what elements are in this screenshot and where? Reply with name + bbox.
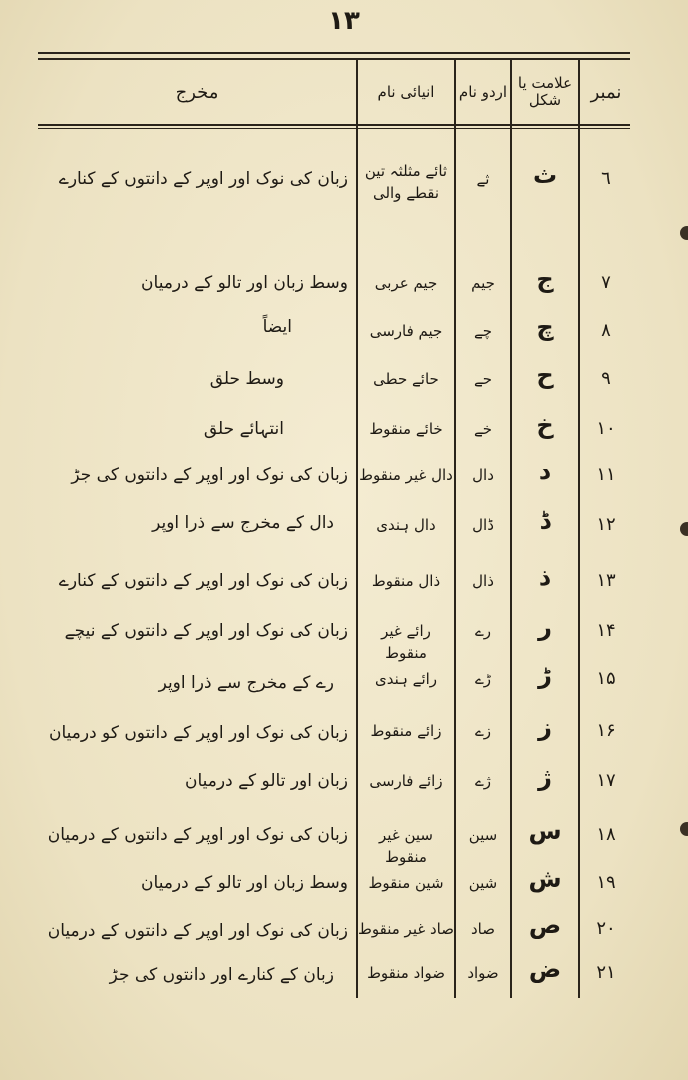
- row-11-urdu: دال: [472, 466, 494, 484]
- row-21-makhraj: زبان کے کنارے اور دانتوں کی جڑ: [109, 965, 334, 985]
- row-15-arabic: رائے ہندی: [374, 670, 438, 688]
- row-20-shape: ص: [528, 911, 562, 939]
- header-rule-2: [38, 128, 630, 129]
- row-20-urdu: صاد: [471, 920, 495, 938]
- row-11-number: ۱۱: [596, 464, 616, 485]
- row-14-urdu: رے: [474, 622, 492, 640]
- row-10-shape: خ: [536, 411, 554, 439]
- header-number: نمبر: [590, 81, 622, 103]
- row-14-makhraj: زبان کی نوک اور اوپر کے دانتوں کے نیچے: [64, 621, 348, 641]
- row-6-arabic: ثائے مثلثہ تین نقطے والی: [364, 162, 448, 202]
- row-11-makhraj: زبان کی نوک اور اوپر کے دانتوں کی جڑ: [71, 465, 348, 485]
- row-10-arabic: خائے منقوط: [369, 420, 443, 438]
- row-20-arabic: صاد غیر منقوط: [358, 920, 454, 938]
- row-19-urdu: شین: [468, 874, 498, 892]
- row-13-makhraj: زبان کی نوک اور اوپر کے دانتوں کے کنارے: [58, 571, 348, 591]
- row-16-arabic: زائے منقوط: [370, 722, 442, 740]
- row-16-urdu: زے: [474, 722, 492, 740]
- row-12-urdu: ڈال: [472, 516, 494, 534]
- binding-hole-3: [680, 822, 688, 836]
- row-6-urdu: ثے: [476, 170, 490, 188]
- row-15-makhraj: رے کے مخرج سے ذرا اوپر: [158, 673, 334, 693]
- row-14-shape: ر: [538, 613, 552, 641]
- row-6-shape: ث: [532, 161, 558, 189]
- row-7-shape: ج: [536, 265, 554, 293]
- row-8-urdu: چے: [473, 322, 493, 340]
- row-8-shape: چ: [536, 313, 554, 341]
- row-18-number: ۱۸: [596, 824, 616, 845]
- row-11-shape: د: [538, 457, 552, 485]
- row-8-arabic: جیم فارسی: [369, 322, 443, 340]
- row-6-number: ٦: [601, 168, 611, 189]
- row-13-shape: ذ: [538, 563, 552, 591]
- row-16-makhraj: زبان کی نوک اور اوپر کے دانتوں کو درمیان: [48, 723, 348, 743]
- row-17-shape: ژ: [538, 763, 552, 791]
- header-shape: علامت یا شکل: [517, 74, 573, 109]
- row-16-number: ۱۶: [596, 720, 616, 741]
- row-18-shape: س: [528, 817, 562, 845]
- row-15-number: ۱۵: [596, 668, 616, 689]
- row-17-makhraj: زبان اور تالو کے درمیان: [185, 771, 348, 791]
- row-7-makhraj: وسط زبان اور تالو کے درمیان: [141, 273, 348, 293]
- row-9-makhraj: وسط حلق: [209, 369, 284, 389]
- top-double-rule-2: [38, 58, 630, 60]
- row-12-arabic: دال ہندی: [376, 516, 436, 534]
- row-17-arabic: زائے فارسی: [369, 772, 443, 790]
- row-19-number: ۱۹: [596, 872, 616, 893]
- row-13-number: ۱۳: [596, 570, 616, 591]
- row-10-urdu: خے: [473, 420, 493, 438]
- binding-hole-2: [680, 522, 688, 536]
- row-21-arabic: ضواد منقوط: [367, 964, 445, 982]
- row-18-arabic: سین غیر منقوط: [379, 826, 433, 866]
- row-12-shape: ڈ: [539, 507, 551, 535]
- row-13-arabic: ذال منقوط: [371, 572, 441, 590]
- row-9-number: ۹: [601, 368, 611, 389]
- top-double-rule-1: [38, 52, 630, 54]
- row-7-arabic: جیم عربی: [374, 274, 438, 292]
- row-17-urdu: ژے: [474, 772, 492, 790]
- header-makhraj: مخرج: [175, 81, 219, 103]
- row-9-shape: ح: [536, 361, 554, 389]
- row-18-makhraj: زبان کی نوک اور اوپر کے دانتوں کے درمیان: [47, 825, 348, 845]
- row-19-makhraj: وسط زبان اور تالو کے درمیان: [141, 873, 348, 893]
- row-12-makhraj: دال کے مخرج سے ذرا اوپر: [152, 513, 334, 533]
- row-20-number: ۲۰: [596, 918, 616, 939]
- row-16-shape: ز: [538, 713, 552, 741]
- row-8-makhraj: ایضاً: [262, 317, 292, 337]
- row-9-arabic: حائے حطی: [373, 370, 439, 388]
- row-20-makhraj: زبان کی نوک اور اوپر کے دانتوں کے درمیان: [47, 921, 348, 941]
- row-19-arabic: شین منقوط: [368, 874, 444, 892]
- row-13-urdu: ذال: [472, 572, 494, 590]
- row-14-arabic: رائے غیر منقوط: [381, 622, 431, 662]
- row-6-makhraj: زبان کی نوک اور اوپر کے دانتوں کے کنارے: [58, 169, 348, 189]
- row-7-number: ۷: [601, 272, 611, 293]
- row-21-number: ۲۱: [596, 962, 616, 983]
- row-11-arabic: دال غیر منقوط: [359, 466, 453, 484]
- binding-hole-1: [680, 226, 688, 240]
- row-8-number: ۸: [601, 320, 611, 341]
- row-21-urdu: ضواد: [467, 964, 499, 982]
- header-urdu-name: اردو نام: [458, 82, 508, 101]
- row-15-urdu: ڑے: [474, 670, 492, 688]
- row-17-number: ۱۷: [596, 770, 616, 791]
- page-number: ۱۳: [328, 6, 360, 36]
- header-rule: [38, 124, 630, 126]
- row-18-urdu: سین: [468, 826, 498, 844]
- row-14-number: ۱۴: [596, 620, 616, 641]
- row-15-shape: ڑ: [538, 661, 552, 689]
- row-19-shape: ش: [528, 865, 562, 893]
- header-arabic-name: انیائی نام: [377, 82, 435, 101]
- row-21-shape: ض: [528, 955, 562, 983]
- row-7-urdu: جیم: [471, 274, 495, 292]
- row-10-makhraj: انتہائے حلق: [203, 419, 284, 439]
- row-12-number: ۱۲: [596, 514, 616, 535]
- row-10-number: ۱۰: [596, 418, 616, 439]
- row-9-urdu: حے: [473, 370, 493, 388]
